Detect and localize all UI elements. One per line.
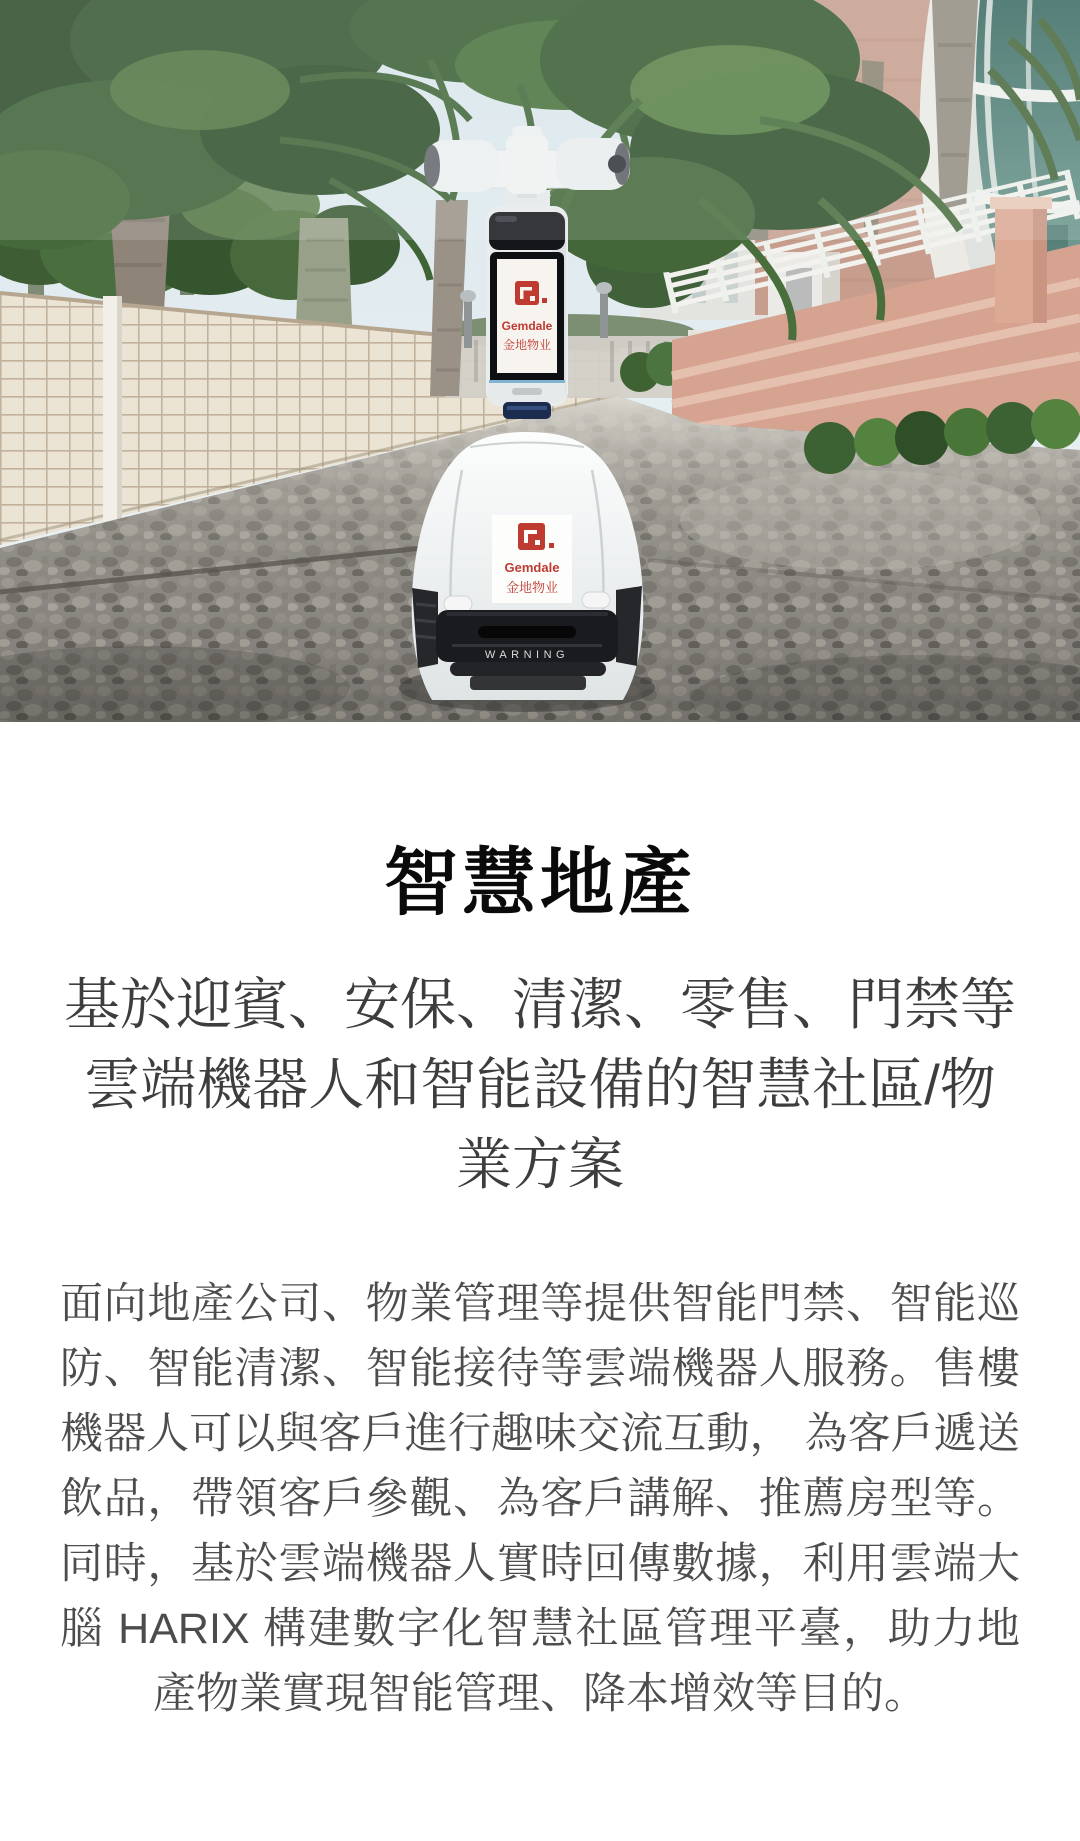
warning-label: WARNING [484, 649, 570, 661]
robot-screen-brand-text: Gemdale [501, 319, 553, 333]
body-paragraph: 面向地產公司、物業管理等提供智能門禁、智能巡防、智能清潔、智能接待等雲端機器人服務。售樓機器人可以與客戶進行趣味交流互動， 為客戶遞送飲品，帶領客戶參觀、為客戶講解、推薦房型等。同時，基於雲端機器人實時回傳數據，利用雲端大腦 HARIX 構建數字化智慧社區管理平臺，助力地產物業實現智能管理、降本增效等目的。 [60, 1280, 1020, 1718]
robot-lidar [503, 402, 551, 419]
haze-overlay [0, 0, 1080, 240]
patrol-robot-scene [0, 0, 1080, 722]
sticker-brand-text: Gemdale [504, 560, 560, 575]
page-title: 智慧地產 [384, 841, 696, 924]
hood-sticker [492, 515, 572, 603]
robot-screen [497, 259, 557, 373]
headlight-right [582, 592, 610, 608]
robot-screen-brand-cn-text: 金地物业 [502, 338, 552, 352]
content-section [0, 841, 1080, 1841]
headlight-left [444, 596, 472, 612]
subtitle: 基於迎賓、安保、清潔、零售、門禁等雲端機器人和智能設備的智慧社區/物業方案 [64, 973, 1016, 1196]
hero-photo [0, 0, 1080, 722]
sticker-brand-cn-text: 金地物业 [505, 580, 559, 595]
